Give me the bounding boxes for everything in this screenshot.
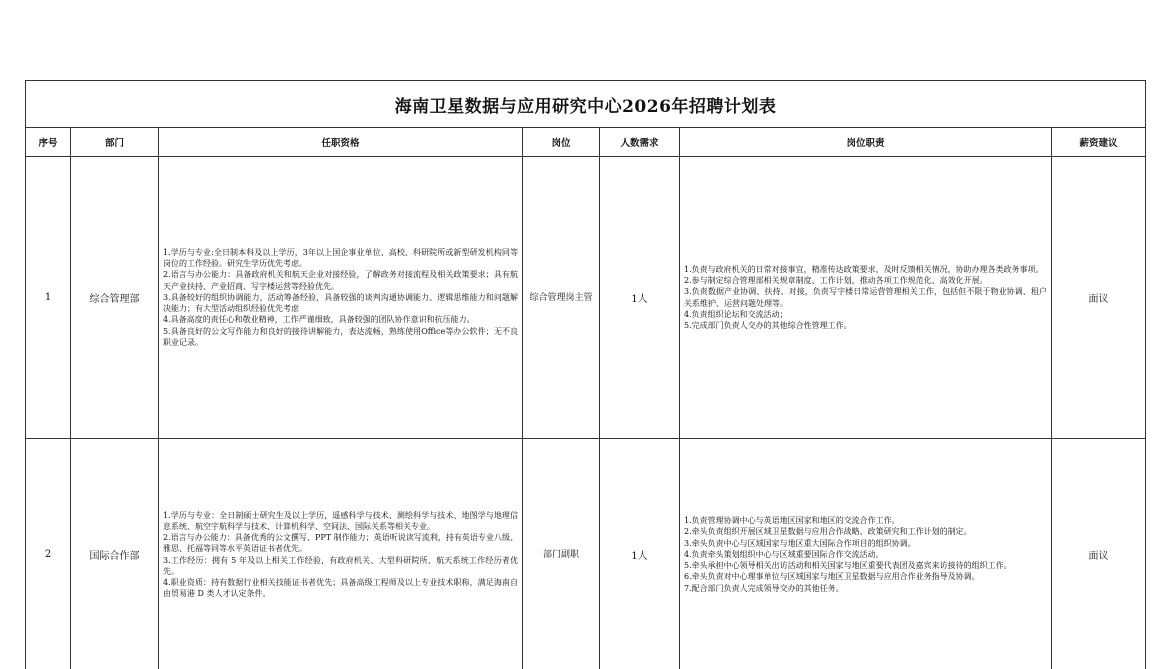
- qualification-item: 3.具备较好的组织协调能力，活动筹备经验，具备较强的谈判沟通协调能力、逻辑思维能力和问题解决能力；有大型活动组织经验优先考虑: [163, 292, 518, 314]
- duty-item: 5.牵头承担中心领导相关出访活动和相关国家与地区重要代表团及嘉宾来访接待的组织工作。: [684, 561, 1012, 571]
- duty-item: 3.牵头负责中心与区域国家与地区重大国际合作项目的组织协调。: [684, 538, 916, 548]
- duty-item: 1.负责管理协调中心与英语地区国家和地区的交流合作工作。: [684, 516, 900, 526]
- qualification-item: 3.工作经历：拥有 5 年及以上相关工作经验，有政府机关、大型科研院所、航天系统工作经历者优先。: [163, 555, 518, 576]
- row-position: 综合管理岗主管: [523, 157, 600, 439]
- qualification-item: 2.语言与办公能力：具备政府机关和航天企业对接经验，了解政务对接流程及相关政策要求；具有航天产业扶持、产业招商、写字楼运营等经验优先。: [163, 270, 518, 291]
- duty-item: 2.牵头负责组织开展区域卫星数据与应用合作战略、政策研究和工作计划的制定。: [684, 527, 972, 537]
- row-qualifications: [159, 439, 523, 669]
- duty-item: 7.配合部门负责人完成领导交办的其他任务。: [684, 583, 844, 593]
- duty-item: 5.完成部门负责人交办的其他综合性管理工作。: [684, 320, 852, 330]
- qualification-item: 2.语言与办公能力：具备优秀的公文撰写、PPT 制作能力；英语听说读写流利，持有英语专业八级、雅思、托福等同等水平英语证书者优先。: [163, 533, 518, 554]
- row-duties: [680, 439, 1052, 669]
- row-headcount: 1人: [600, 157, 680, 439]
- header-row: [26, 128, 1146, 157]
- qualification-item: 1.学历与专业：全日制硕士研究生及以上学历，遥感科学与技术、测绘科学与技术、地图学与地理信息系统、航空宇航科学与技术、计算机科学、空间法、国际关系等相关专业。: [163, 510, 518, 531]
- duty-item: 1.负责与政府机关的日常对接事宜，精准传达政策要求，及时反馈相关情况，协助办理各类政务事项。: [684, 264, 1044, 274]
- row-index: 2: [26, 439, 71, 669]
- duty-item: 2.参与制定综合管理部相关规章制度、工作计划，推动各项工作规范化、高效化开展。: [684, 276, 988, 286]
- duty-item: 4.负责牵头策划组织中心与区域重要国际合作交流活动。: [684, 549, 884, 559]
- row-salary: 面议: [1052, 157, 1146, 439]
- row-index: 1: [26, 157, 71, 439]
- header-index: 序号: [26, 128, 71, 157]
- qualification-item: 4.具备高度的责任心和敬业精神，工作严谨细致，具备较强的团队协作意识和抗压能力。: [163, 315, 475, 325]
- header-qualifications: 任职资格: [159, 128, 523, 157]
- header-department: 部门: [71, 128, 159, 157]
- table-row: [26, 157, 1146, 439]
- header-headcount: 人数需求: [600, 128, 680, 157]
- row-duties: [680, 157, 1052, 439]
- qualification-item: 5.具备良好的公文写作能力和良好的接待讲解能力，表达流畅，熟练使用Office等办公软件；无不良职业记录。: [163, 326, 518, 347]
- header-salary: 薪资建议: [1052, 128, 1146, 157]
- qualification-item: 4.职业资质：持有数据行业相关技能证书者优先；具备高级工程师及以上专业技术职称，满足海南自由贸易港 D 类人才认定条件。: [163, 577, 518, 599]
- duty-item: 6.牵头负责对中心理事单位与区域国家与地区卫星数据与应用合作业务指导及协调。: [684, 572, 980, 582]
- recruitment-plan-table: [25, 80, 1146, 669]
- duty-item: 4.负责组织论坛和交流活动；: [684, 309, 788, 319]
- row-qualifications: [159, 157, 523, 439]
- duty-item: 3.负责数据产业协调、扶持、对接，负责写字楼日常运营管理相关工作，包括但不限于物业协调、租户关系维护、运营问题处理等。: [684, 287, 1047, 308]
- row-salary: 面议: [1052, 439, 1146, 669]
- row-department: 国际合作部: [71, 439, 159, 669]
- row-department: 综合管理部: [71, 157, 159, 439]
- table-row: [26, 439, 1146, 669]
- qualification-item: 1.学历与专业:全日制本科及以上学历，3年以上国企事业单位、高校、科研院所或新型研发机构同等岗位的工作经验。研究生学历优先考虑。: [163, 248, 518, 269]
- table-title: 海南卫星数据与应用研究中心2026年招聘计划表: [26, 81, 1146, 128]
- header-duties: 岗位职责: [680, 128, 1052, 157]
- row-position: 部门副职: [523, 439, 600, 669]
- row-headcount: 1人: [600, 439, 680, 669]
- header-position: 岗位: [523, 128, 600, 157]
